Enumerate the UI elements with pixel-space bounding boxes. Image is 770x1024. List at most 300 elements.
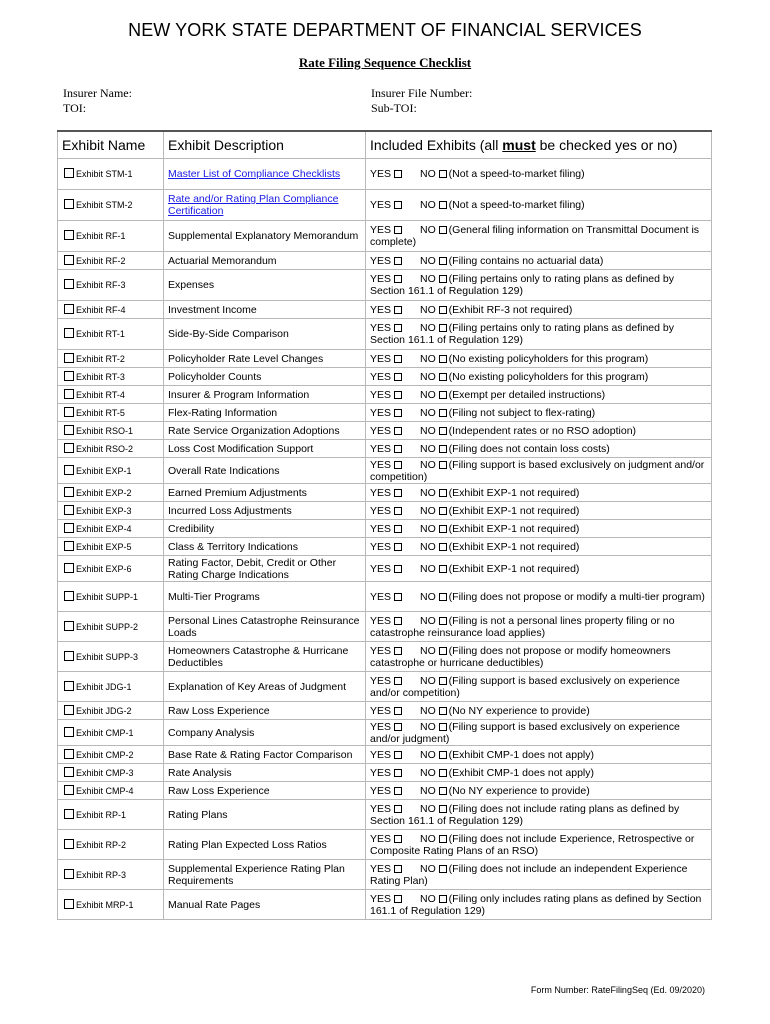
exhibit-checkbox[interactable] [64, 727, 74, 737]
no-checkbox[interactable] [439, 865, 447, 873]
exemption-note: (Not a speed-to-market filing) [448, 199, 585, 211]
included-exhibits-cell [366, 800, 712, 830]
table-body [58, 159, 712, 920]
exhibit-name: Exhibit EXP-5 [76, 541, 132, 552]
included-exhibits-cell [366, 221, 712, 252]
included-exhibits-cell [366, 612, 712, 642]
exhibit-name: Exhibit EXP-3 [76, 505, 132, 516]
exhibit-description: Raw Loss Experience [168, 704, 270, 717]
included-exhibits-cell [366, 319, 712, 350]
exhibit-name-cell [58, 672, 164, 702]
exhibit-name: Exhibit STM-2 [76, 200, 133, 210]
no-label: NO [420, 424, 436, 437]
exemption-note: (Filing pertains only to rating plans as defined by Section 161.1 of Regulation 129) [370, 322, 674, 346]
no-checkbox[interactable] [439, 275, 447, 283]
exemption-note: (Exhibit EXP-1 not required) [448, 522, 580, 535]
exhibit-name: Exhibit SUPP-2 [76, 621, 139, 632]
no-checkbox[interactable] [439, 835, 447, 843]
yes-label: YES [370, 352, 392, 365]
table-row [58, 830, 712, 860]
exhibit-description-cell [164, 782, 366, 800]
yes-checkbox[interactable] [394, 647, 402, 655]
no-label: NO [420, 704, 436, 717]
included-exhibits-cell [366, 582, 712, 612]
exhibit-checkbox[interactable] [64, 621, 74, 631]
exhibit-description: Manual Rate Pages [168, 898, 261, 911]
no-label: NO [420, 224, 436, 236]
no-label: NO [420, 644, 436, 657]
exhibit-checkbox[interactable] [64, 839, 74, 849]
exhibit-description-cell [164, 404, 366, 422]
exhibit-checkbox[interactable] [64, 328, 74, 338]
table-row [58, 702, 712, 720]
included-exhibits-cell [366, 642, 712, 672]
exemption-note: (Exhibit EXP-1 not required) [448, 562, 580, 575]
exhibit-description: Credibility [168, 522, 215, 535]
exemption-note: (Filing not subject to flex-rating) [448, 406, 596, 419]
exhibit-checkbox[interactable] [64, 425, 74, 435]
exemption-note: (Filing only includes rating plans as defined by Section 161.1 of Regulation 129) [370, 892, 702, 917]
exhibit-description: Rate Service Organization Adoptions [168, 424, 340, 437]
included-exhibits-cell [366, 538, 712, 556]
no-label: NO [420, 832, 436, 845]
exhibit-name: Exhibit CMP-4 [76, 785, 134, 796]
included-exhibits-cell [366, 440, 712, 458]
no-checkbox[interactable] [439, 707, 447, 715]
exhibit-description: Homeowners Catastrophe & Hurricane Deductibles [168, 644, 349, 669]
exhibit-description: Investment Income [168, 303, 257, 316]
exhibit-description-cell [164, 484, 366, 502]
exhibit-checkbox[interactable] [64, 767, 74, 777]
no-checkbox[interactable] [439, 170, 447, 178]
no-label: NO [420, 273, 436, 285]
no-checkbox[interactable] [439, 507, 447, 515]
yes-checkbox[interactable] [394, 865, 402, 873]
included-exhibits-cell [366, 746, 712, 764]
exemption-note: (No existing policyholders for this program) [448, 370, 649, 383]
exhibit-description: Actuarial Memorandum [168, 254, 277, 267]
yes-label: YES [370, 168, 392, 180]
exhibit-description: Insurer & Program Information [168, 388, 310, 401]
no-checkbox[interactable] [439, 306, 447, 314]
exhibit-name-cell [58, 702, 164, 720]
exhibit-checkbox[interactable] [64, 279, 74, 289]
yes-label: YES [370, 720, 392, 733]
column-header-exhibit-name: Exhibit Name [58, 131, 164, 159]
exhibit-name-cell [58, 386, 164, 404]
exhibit-name-cell [58, 720, 164, 746]
exhibit-description: Base Rate & Rating Factor Comparison [168, 748, 353, 761]
exhibit-name: Exhibit EXP-4 [76, 523, 132, 534]
no-label: NO [420, 590, 436, 603]
no-checkbox[interactable] [439, 525, 447, 533]
yes-label: YES [370, 458, 392, 471]
exhibit-name: Exhibit STM-1 [76, 169, 133, 179]
included-exhibits-cell [366, 782, 712, 800]
exhibit-name-cell [58, 642, 164, 672]
no-label: NO [420, 199, 436, 211]
exhibit-description: Policyholder Counts [168, 370, 262, 383]
exhibit-name: Exhibit RT-4 [76, 389, 125, 400]
exhibit-name-cell [58, 190, 164, 221]
exhibit-name-cell [58, 404, 164, 422]
no-label: NO [420, 168, 436, 180]
exemption-note: (Filing support is based exclusively on experience and/or competition) [370, 674, 680, 699]
yes-label: YES [370, 748, 392, 761]
yes-label: YES [370, 406, 392, 419]
no-label: NO [420, 766, 436, 779]
yes-label: YES [370, 322, 392, 334]
exhibit-name: Exhibit EXP-2 [76, 487, 132, 498]
exemption-note: (Exhibit CMP-1 does not apply) [448, 748, 594, 761]
no-checkbox[interactable] [439, 461, 447, 469]
exemption-note: (Exhibit EXP-1 not required) [448, 540, 580, 553]
included-exhibits-cell [366, 520, 712, 538]
exhibit-description-cell [164, 458, 366, 484]
included-exhibits-cell [366, 422, 712, 440]
yes-checkbox[interactable] [394, 427, 402, 435]
yes-label: YES [370, 424, 392, 437]
exhibit-description-cell [164, 502, 366, 520]
exhibit-checkbox[interactable] [64, 505, 74, 515]
exhibit-checkbox[interactable] [64, 651, 74, 661]
column-header-exhibit-description: Exhibit Description [164, 131, 366, 159]
exhibit-name: Exhibit RF-1 [76, 231, 126, 241]
exhibit-description-cell [164, 350, 366, 368]
yes-checkbox[interactable] [394, 525, 402, 533]
no-label: NO [420, 406, 436, 419]
exhibit-checkbox[interactable] [64, 523, 74, 533]
yes-label: YES [370, 832, 392, 845]
exhibit-checkbox[interactable] [64, 465, 74, 475]
yes-checkbox[interactable] [394, 461, 402, 469]
table-row [58, 746, 712, 764]
included-exhibits-cell [366, 368, 712, 386]
exemption-note: (Filing does not propose or modify a multi-tier program) [448, 590, 705, 603]
no-checkbox[interactable] [439, 787, 447, 795]
insurer-name-label: Insurer Name: [63, 86, 132, 100]
exhibit-checkbox[interactable] [64, 353, 74, 363]
exhibit-name-cell [58, 252, 164, 270]
exhibit-description-cell [164, 520, 366, 538]
yes-checkbox[interactable] [394, 170, 402, 178]
table-row [58, 764, 712, 782]
included-exhibits-cell [366, 764, 712, 782]
exhibit-name: Exhibit CMP-3 [76, 767, 134, 778]
exhibit-name: Exhibit SUPP-1 [76, 591, 139, 602]
exhibit-name: Exhibit RP-1 [76, 809, 127, 820]
exhibit-description-cell [164, 830, 366, 860]
exhibit-checkbox[interactable] [64, 809, 74, 819]
yes-checkbox[interactable] [394, 787, 402, 795]
exhibit-checkbox[interactable] [64, 443, 74, 453]
exhibit-description: Rating Factor, Debit, Credit or Other Rating Charge Indications [168, 556, 337, 581]
included-exhibits-cell [366, 830, 712, 860]
table-row [58, 520, 712, 538]
exhibit-description-cell [164, 422, 366, 440]
table-row [58, 252, 712, 270]
no-label: NO [420, 802, 436, 815]
no-checkbox[interactable] [439, 805, 447, 813]
no-checkbox[interactable] [439, 489, 447, 497]
no-checkbox[interactable] [439, 769, 447, 777]
exhibit-checkbox[interactable] [64, 407, 74, 417]
no-label: NO [420, 748, 436, 761]
no-label: NO [420, 303, 436, 316]
no-checkbox[interactable] [439, 373, 447, 381]
exhibit-name-cell [58, 782, 164, 800]
yes-checkbox[interactable] [394, 226, 402, 234]
exhibit-name-cell [58, 830, 164, 860]
exemption-note: (Filing pertains only to rating plans as defined by Section 161.1 of Regulation 129) [370, 273, 674, 297]
yes-label: YES [370, 486, 392, 499]
yes-checkbox[interactable] [394, 677, 402, 685]
exhibit-name: Exhibit CMP-1 [76, 727, 134, 738]
exhibit-description: Rating Plans [168, 808, 228, 821]
exhibit-checkbox[interactable] [64, 255, 74, 265]
exhibit-name: Exhibit RP-2 [76, 839, 127, 850]
table-row [58, 860, 712, 890]
no-checkbox[interactable] [439, 409, 447, 417]
included-header-must: must [502, 137, 536, 153]
page-title: Rate Filing Sequence Checklist [298, 55, 472, 70]
included-exhibits-cell [366, 502, 712, 520]
table-row [58, 642, 712, 672]
included-exhibits-cell [366, 386, 712, 404]
exhibit-name: Exhibit RSO-2 [76, 443, 134, 454]
exhibit-description: Flex-Rating Information [168, 406, 278, 419]
exhibit-description: Company Analysis [168, 726, 255, 739]
table-row [58, 484, 712, 502]
exemption-note: (Not a speed-to-market filing) [448, 168, 585, 180]
exhibit-checkbox[interactable] [64, 899, 74, 909]
yes-checkbox[interactable] [394, 751, 402, 759]
yes-checkbox[interactable] [394, 306, 402, 314]
exhibit-name: Exhibit JDG-1 [76, 681, 132, 692]
no-label: NO [420, 370, 436, 383]
no-checkbox[interactable] [439, 324, 447, 332]
yes-checkbox[interactable] [394, 201, 402, 209]
exhibit-name: Exhibit RT-1 [76, 329, 125, 339]
exhibit-checkbox[interactable] [64, 785, 74, 795]
no-checkbox[interactable] [439, 427, 447, 435]
no-checkbox[interactable] [439, 677, 447, 685]
exhibit-name-cell [58, 440, 164, 458]
included-exhibits-cell [366, 860, 712, 890]
no-label: NO [420, 522, 436, 535]
no-checkbox[interactable] [439, 751, 447, 759]
exemption-note: (Filing support is based exclusively on experience and/or judgment) [370, 720, 680, 745]
exemption-note: (Exempt per detailed instructions) [448, 388, 606, 401]
exhibit-name: Exhibit EXP-6 [76, 563, 132, 574]
exhibit-checkbox[interactable] [64, 705, 74, 715]
yes-checkbox[interactable] [394, 355, 402, 363]
table-row [58, 556, 712, 582]
exhibit-checkbox[interactable] [64, 541, 74, 551]
exemption-note: (No NY experience to provide) [448, 784, 590, 797]
included-exhibits-cell [366, 556, 712, 582]
no-checkbox[interactable] [439, 617, 447, 625]
exhibit-name: Exhibit RT-3 [76, 371, 125, 382]
exhibit-name-cell [58, 800, 164, 830]
included-header-prefix: Included Exhibits (all [370, 137, 503, 153]
yes-label: YES [370, 199, 392, 211]
exhibit-checkbox[interactable] [64, 681, 74, 691]
no-checkbox[interactable] [439, 257, 447, 265]
no-checkbox[interactable] [439, 723, 447, 731]
no-checkbox[interactable] [439, 895, 447, 903]
no-label: NO [420, 892, 436, 905]
exhibit-description-cell [164, 221, 366, 252]
exhibit-description-cell [164, 702, 366, 720]
yes-checkbox[interactable] [394, 409, 402, 417]
no-label: NO [420, 388, 436, 401]
no-label: NO [420, 862, 436, 875]
exhibit-checkbox[interactable] [64, 487, 74, 497]
yes-checkbox[interactable] [394, 895, 402, 903]
exemption-note: (Filing does not propose or modify homeowners catastrophe or hurricane deductibles) [370, 644, 671, 669]
no-checkbox[interactable] [439, 647, 447, 655]
yes-checkbox[interactable] [394, 543, 402, 551]
exhibit-checkbox[interactable] [64, 869, 74, 879]
yes-checkbox[interactable] [394, 507, 402, 515]
no-checkbox[interactable] [439, 543, 447, 551]
included-exhibits-cell [366, 252, 712, 270]
no-checkbox[interactable] [439, 565, 447, 573]
exhibit-checkbox[interactable] [64, 230, 74, 240]
no-label: NO [420, 540, 436, 553]
exhibit-description: Incurred Loss Adjustments [168, 504, 292, 517]
exhibit-description-link[interactable]: Rate and/or Rating Plan Compliance Certification [168, 193, 339, 217]
exemption-note: (Filing contains no actuarial data) [448, 254, 604, 267]
no-checkbox[interactable] [439, 445, 447, 453]
yes-checkbox[interactable] [394, 373, 402, 381]
exhibit-description-cell [164, 386, 366, 404]
included-exhibits-cell [366, 350, 712, 368]
no-checkbox[interactable] [439, 355, 447, 363]
yes-checkbox[interactable] [394, 805, 402, 813]
exhibit-checkbox[interactable] [64, 304, 74, 314]
included-exhibits-cell [366, 159, 712, 190]
yes-checkbox[interactable] [394, 769, 402, 777]
yes-label: YES [370, 674, 392, 687]
table-row [58, 350, 712, 368]
table-row [58, 672, 712, 702]
exemption-note: (Exhibit EXP-1 not required) [448, 504, 580, 517]
yes-checkbox[interactable] [394, 324, 402, 332]
yes-checkbox[interactable] [394, 835, 402, 843]
exhibit-checkbox[interactable] [64, 749, 74, 759]
yes-checkbox[interactable] [394, 593, 402, 601]
yes-checkbox[interactable] [394, 445, 402, 453]
exhibit-checkbox[interactable] [64, 591, 74, 601]
no-checkbox[interactable] [439, 201, 447, 209]
yes-label: YES [370, 254, 392, 267]
yes-checkbox[interactable] [394, 723, 402, 731]
no-label: NO [420, 784, 436, 797]
included-exhibits-cell [366, 190, 712, 221]
included-exhibits-cell [366, 270, 712, 301]
yes-checkbox[interactable] [394, 617, 402, 625]
table-row [58, 422, 712, 440]
exemption-note: (Exhibit RF-3 not required) [448, 303, 573, 316]
yes-label: YES [370, 224, 392, 236]
exhibit-name: Exhibit CMP-2 [76, 749, 134, 760]
yes-label: YES [370, 614, 392, 627]
no-label: NO [420, 458, 436, 471]
exhibit-name: Exhibit RF-4 [76, 304, 126, 315]
no-checkbox[interactable] [439, 226, 447, 234]
no-checkbox[interactable] [439, 391, 447, 399]
exemption-note: (Filing does not include rating plans as defined by Section 161.1 of Regulation 129) [370, 802, 680, 827]
yes-checkbox[interactable] [394, 391, 402, 399]
yes-checkbox[interactable] [394, 257, 402, 265]
exhibit-description-cell [164, 319, 366, 350]
table-row [58, 800, 712, 830]
yes-checkbox[interactable] [394, 489, 402, 497]
exhibit-name-cell [58, 270, 164, 301]
exhibit-name-cell [58, 538, 164, 556]
no-checkbox[interactable] [439, 593, 447, 601]
exemption-note: (No NY experience to provide) [448, 704, 590, 717]
sub-toi-label: Sub-TOI: [371, 101, 417, 115]
exhibit-checkbox[interactable] [64, 199, 74, 209]
exhibit-name: Exhibit MRP-1 [76, 899, 134, 910]
exhibit-description-cell [164, 556, 366, 582]
yes-checkbox[interactable] [394, 565, 402, 573]
yes-label: YES [370, 704, 392, 717]
no-label: NO [420, 614, 436, 627]
yes-label: YES [370, 303, 392, 316]
exhibit-checkbox[interactable] [64, 168, 74, 178]
exhibit-checkbox[interactable] [64, 389, 74, 399]
exhibit-checkbox[interactable] [64, 371, 74, 381]
included-exhibits-cell [366, 484, 712, 502]
exhibit-description-cell [164, 582, 366, 612]
yes-label: YES [370, 504, 392, 517]
exhibit-name-cell [58, 612, 164, 642]
yes-label: YES [370, 644, 392, 657]
yes-checkbox[interactable] [394, 707, 402, 715]
exhibit-name-cell [58, 556, 164, 582]
exhibit-name: Exhibit RF-2 [76, 255, 126, 266]
right-fields [371, 86, 472, 116]
exemption-note: (Filing is not a personal lines property filing or no catastrophe reinsurance load applies) [370, 614, 675, 639]
department-heading: NEW YORK STATE DEPARTMENT OF FINANCIAL SERVICES [128, 20, 642, 40]
table-row [58, 319, 712, 350]
exhibit-name-cell [58, 764, 164, 782]
exhibit-description: Side-By-Side Comparison [168, 328, 289, 340]
no-label: NO [420, 504, 436, 517]
exhibit-name: Exhibit JDG-2 [76, 705, 132, 716]
exhibit-description: Class & Territory Indications [168, 540, 298, 553]
yes-label: YES [370, 802, 392, 815]
exhibit-checkbox[interactable] [64, 563, 74, 573]
exhibit-name: Exhibit EXP-1 [76, 465, 132, 476]
table-row [58, 190, 712, 221]
exhibit-description-cell [164, 440, 366, 458]
exhibit-name: Exhibit RP-3 [76, 869, 127, 880]
exhibit-description-cell [164, 270, 366, 301]
exhibit-description-link[interactable]: Master List of Compliance Checklists [168, 168, 341, 180]
exhibit-description-cell [164, 800, 366, 830]
table-row [58, 221, 712, 252]
yes-label: YES [370, 766, 392, 779]
exhibit-name-cell [58, 890, 164, 920]
exhibit-description-cell [164, 159, 366, 190]
yes-checkbox[interactable] [394, 275, 402, 283]
exemption-note: (Filing does not include Experience, Retrospective or Composite Rating Plans of an RSO) [370, 832, 695, 857]
